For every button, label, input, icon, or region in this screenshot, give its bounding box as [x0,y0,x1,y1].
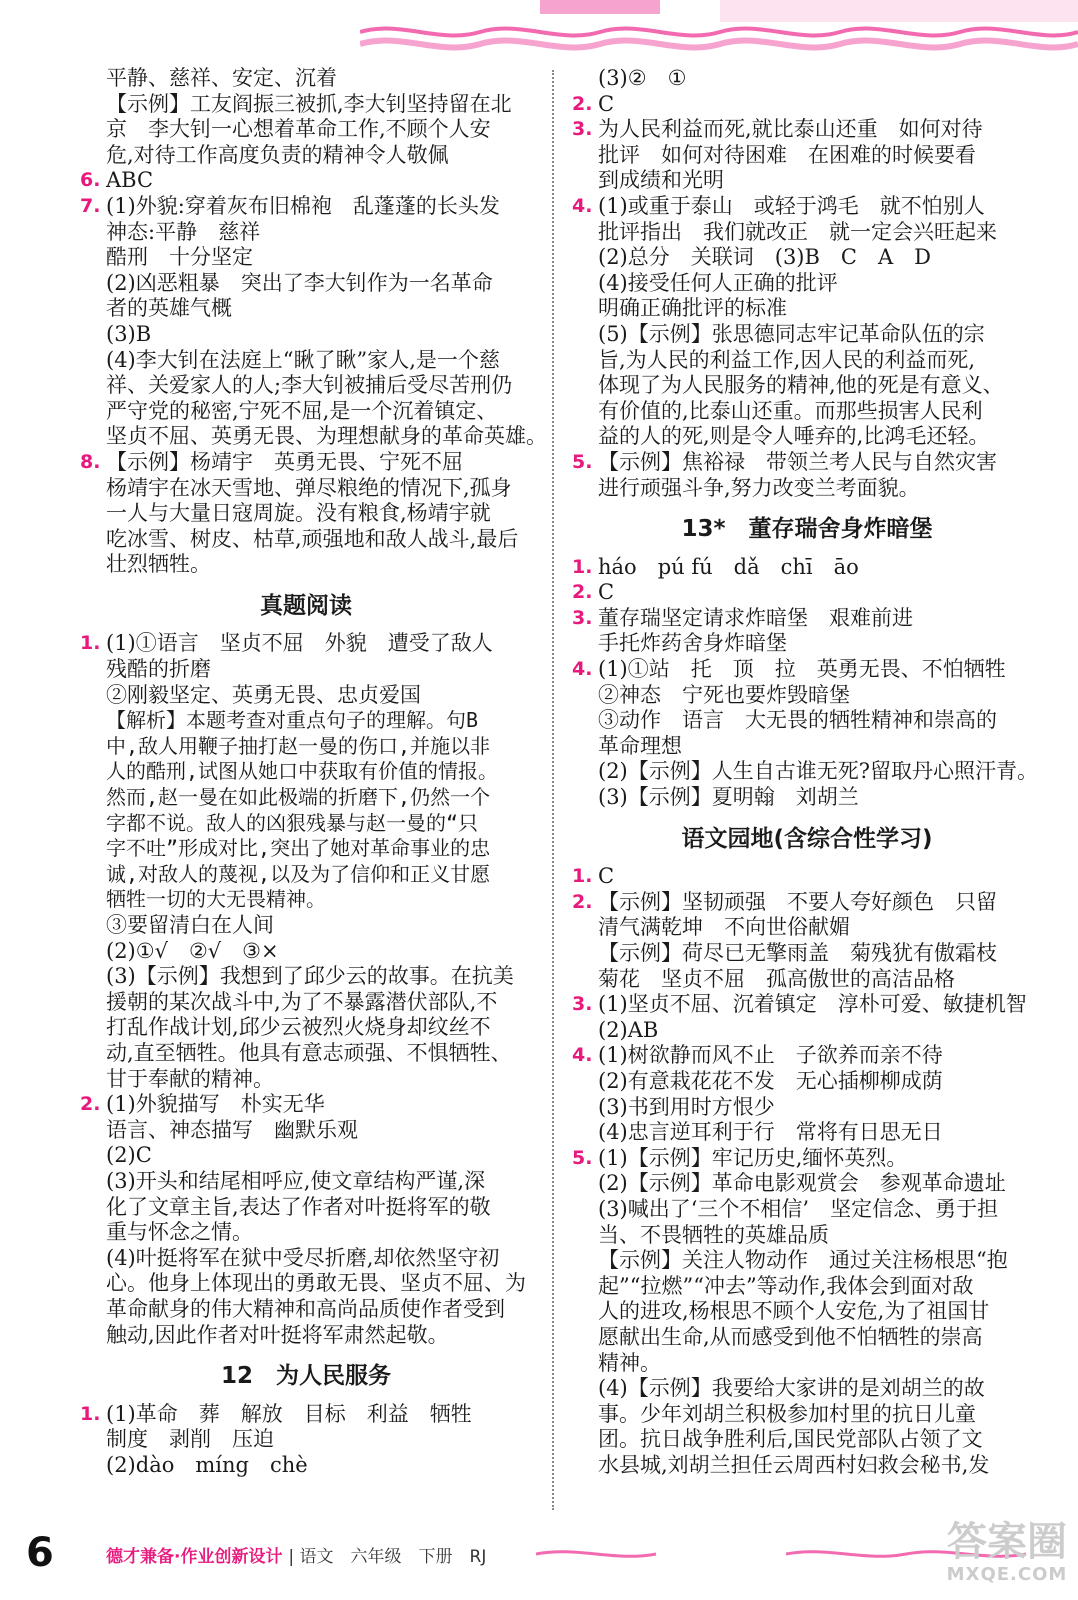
question-number: 1. [572,555,593,578]
question-number: 3. [572,993,593,1016]
answer-line: 愿献出生命,从而感受到他不怕牺牲的崇高 [598,1324,983,1349]
answer-line: 者的英雄气概 [106,296,232,321]
watermark-text: 答案圈 [947,1519,1067,1565]
answer-line: (3)书到用时方恨少 [598,1094,775,1119]
answer-line: 批评 如何对待困难 在困难的时候要看 [598,142,976,167]
question-number: 1. [80,632,101,655]
answer-item [572,606,1042,657]
watermark-logo [942,1520,1072,1592]
header-decoration [360,0,1078,58]
answer-line: 有价值的,比泰山还重。而那些损害人民利 [598,398,983,423]
answer-line: 然而,赵一曼在如此极端的折磨下,仍然一个 [106,785,491,810]
page-number: 6 [26,1530,54,1576]
answer-line: 旨,为人民的利益工作,因人民的利益而死, [598,347,976,372]
section-heading: 真题阅读 [260,592,352,619]
question-number: 4. [572,658,593,681]
answer-line: (2)有意栽花花不发 无心插柳柳成荫 [598,1068,943,1093]
answer-line: ABC [106,168,154,193]
answer-line: 到成绩和光明 [598,168,724,193]
answer-line: (2)dào míng chè [106,1452,308,1477]
answer-line: 动,直至牺牲。他具有意志顽强、不惧牺牲、 [106,1040,512,1065]
answer-line: (4)李大钊在法庭上“瞅了瞅”家人,是一个慈 [106,347,500,372]
answer-line: 触动,因此作者对叶挺将军肃然起敬。 [106,1322,449,1347]
answer-line: (1)革命 葬 解放 目标 利益 牺牲 [106,1401,472,1426]
answer-line: (1)【示例】牢记历史,缅怀英烈。 [598,1145,908,1170]
answer-line: 中,敌人用鞭子抽打赵一曼的伤口,并施以非 [106,733,491,758]
answer-line: 吃冰雪、树皮、枯草,顽强地和敌人战斗,最后 [106,526,519,551]
answer-line: (3)② ① [598,66,687,90]
question-number: 5. [572,1146,593,1169]
answer-line: 平静、慈祥、安定、沉着 [106,66,337,90]
answer-line: 进行顽强斗争,努力改变兰考面貌。 [598,475,920,500]
answer-line: 牺牲一切的大无畏精神。 [106,887,326,912]
answer-line: ②神态 宁死也要炸毁暗堡 [598,682,850,707]
question-number: 3. [572,606,593,629]
answer-line: (1)或重于泰山 或轻于鸿毛 就不怕别人 [598,193,985,218]
answer-line: 菊花 坚贞不屈 孤高傲世的高洁品格 [598,966,955,991]
answer-item [572,555,1042,581]
answer-line: C [598,580,615,605]
answer-line: 明确正确批评的标准 [598,296,787,321]
answer-line: (5)【示例】张思德同志牢记革命队伍的宗 [598,321,985,346]
question-number: 2. [80,1093,101,1116]
answer-item [572,117,1042,194]
answer-continuation [80,913,532,1092]
answer-line: (1)外貌:穿着灰布旧棉袍 乱蓬蓬的长头发 [106,193,500,218]
answer-item [80,1092,532,1348]
answer-line: (1)①站 托 顶 拉 英勇无畏、不怕牺牲 [598,657,1006,682]
answer-line: (3)【示例】我想到了邱少云的故事。在抗美 [106,964,514,989]
answer-line: 【示例】坚韧顽强 不要人夸好颜色 只留 [598,889,997,914]
answer-line: 【示例】关注人物动作 通过关注杨根思“抱 [598,1248,1008,1273]
question-number: 7. [80,194,101,217]
answer-line: (4)叶挺将军在狱中受尽折磨,却依然坚守初 [106,1245,500,1270]
answer-line: 【示例】杨靖宇 英勇无畏、宁死不屈 [106,449,463,474]
answer-line: 清气满乾坤 不向世俗献媚 [598,915,850,940]
answer-line: 危,对待工作高度负责的精神令人敬佩 [106,142,449,167]
question-number: 4. [572,1044,593,1067]
answer-line: 【解析】本题考查对重点句子的理解。句B [106,708,479,733]
question-number: 5. [572,450,593,473]
question-number: 1. [572,865,593,888]
question-number: 3. [572,118,593,141]
answer-line: 起”“拉燃”“冲去”等动作,我体会到面对敌 [598,1273,974,1298]
answer-line: 京 李大钊一心想着革命工作,不顾个人安 [106,117,491,142]
answer-line: ②刚毅坚定、英勇无畏、忠贞爱国 [106,682,421,707]
answer-line: 残酷的折磨 [106,657,211,682]
answer-line: (4)忠言逆耳利于行 常将有日思无日 [598,1120,943,1145]
answer-line: (4)接受任何人正确的批评 [598,270,838,295]
answer-line: 诚,对敌人的蔑视,以及为了信仰和正义甘愿 [106,861,491,886]
answer-line: (2)①√ ②√ ③× [106,938,279,963]
answer-item [572,657,1042,811]
answer-line: (2)总分 关联词 (3)B C A D [598,245,931,270]
answer-line: 字不吐”形成对比,突出了她对革命事业的忠 [106,836,491,861]
answer-line: 打乱作战计划,邱少云被烈火烧身却纹丝不 [106,1015,491,1040]
answer-line: (3)喊出了‘三个不相信’ 坚定信念、勇于担 [598,1196,999,1221]
answer-line: 人的进攻,杨根思不顾个人安危,为了祖国甘 [598,1299,990,1324]
answer-line: (3)开头和结尾相呼应,使文章结构严谨,深 [106,1168,486,1193]
answer-item [80,193,547,450]
answer-line: 【示例】工友阎振三被抓,李大钊坚持留在北 [106,91,512,116]
answer-line: 革命献身的伟大精神和高尚品质使作者受到 [106,1296,505,1321]
section-heading: 13* 董存瑞舍身炸暗堡 [681,516,933,543]
answer-line: 董存瑞坚定请求炸暗堡 艰难前进 [598,605,913,630]
answer-line: 坚贞不屈、英勇无畏、为理想献身的革命英雄。 [106,424,547,449]
right-column [572,66,1042,1478]
answer-line: 酷刑 十分坚定 [106,245,253,270]
answer-line: 祥、关爱家人的人;李大钊被捕后受尽苦刑仍 [106,373,513,398]
analysis-block [80,708,532,913]
answer-line: 制度 剥削 压迫 [106,1427,274,1452]
left-column [80,66,547,1478]
answer-continuation [80,66,532,168]
answer-line: (2)【示例】人生自古谁无死?留取丹心照汗青。 [598,759,1039,784]
answer-item [572,92,1042,118]
question-number: 6. [80,169,101,192]
answer-item [572,580,1042,606]
answer-line: 神态:平静 慈祥 [106,219,261,244]
question-number: 1. [80,1402,101,1425]
answer-line: (1)①语言 坚贞不屈 外貌 遭受了敌人 [106,631,493,656]
answer-line: 甘于奉献的精神。 [106,1066,274,1091]
answer-line: (2)C [106,1143,152,1168]
answer-item [80,1402,532,1479]
question-number: 4. [572,194,593,217]
answer-line: (2)凶恶粗暴 突出了李大钊作为一名革命 [106,270,493,295]
section-heading: 12 为人民服务 [220,1363,391,1390]
answer-line: C [598,864,615,889]
answer-line: C [598,91,615,116]
answer-line: 革命理想 [598,733,682,758]
answer-item [572,864,1042,890]
answer-line: 语言、神态描写 幽默乐观 [106,1117,358,1142]
answer-item [572,992,1042,1043]
answer-line: 人的酷刑,试图从她口中获取有价值的情报。 [106,759,499,784]
answer-line: 严守党的秘密,宁死不屈,是一个沉着镇定、 [106,398,498,423]
answer-line: 事。少年刘胡兰积极参加村里的抗日儿童 [598,1401,976,1426]
answer-line: (3)B [106,321,152,346]
answer-line: (1)坚贞不屈、沉着镇定 淳朴可爱、敏捷机智 [598,992,1027,1017]
answer-continuation [572,66,1042,92]
answer-line: 壮烈牺牲。 [106,552,211,577]
answer-line: 重与怀念之情。 [106,1220,253,1245]
answer-item [80,631,532,708]
answer-line: ③要留清白在人间 [106,913,274,937]
answer-line: (3)【示例】夏明翰 刘胡兰 [598,785,859,810]
answer-line: 化了文章主旨,表达了作者对叶挺将军的敬 [106,1194,491,1219]
question-number: 2. [572,92,593,115]
answer-line: 援朝的某次战斗中,为了不暴露潜伏部队,不 [106,989,498,1014]
brand-name: 德才兼备·作业创新设计 [106,1547,283,1567]
question-number: 8. [80,450,101,473]
subject-info: | 语文 六年级 下册 RJ [288,1547,487,1567]
answer-line: 当、不畏牺牲的英雄品质 [598,1222,829,1247]
answer-line: 团。抗日战争胜利后,国民党部队占领了文 [598,1427,983,1452]
answer-line: 【示例】焦裕禄 带领兰考人民与自然灾害 [598,449,997,474]
answer-line: 精神。 [598,1350,661,1375]
answer-line: ③动作 语言 大无畏的牺牲精神和崇高的 [598,708,997,733]
answer-item [572,1043,1042,1145]
answer-item [572,1146,1042,1479]
answer-line: 手托炸药舍身炸暗堡 [598,631,787,656]
answer-line: (1)树欲静而风不止 子欲养而亲不待 [598,1043,943,1068]
question-number: 2. [572,581,593,604]
answer-item [572,450,1042,501]
answer-line: 水县城,刘胡兰担任云周西村妇救会秘书,发 [598,1452,990,1477]
answer-item [572,890,1042,992]
answer-item [572,194,1042,450]
section-heading: 语文园地(含综合性学习) [681,825,933,852]
answer-line: 一人与大量日寇周旋。没有粮食,杨靖宇就 [106,501,491,526]
answer-line: 【示例】荷尽已无擎雨盖 菊残犹有傲霜枝 [598,941,997,965]
watermark-url: MXQE.COM [946,1564,1068,1585]
answer-line: (4)【示例】我要给大家讲的是刘胡兰的故 [598,1376,985,1401]
question-number: 2. [572,890,593,913]
answer-line: 心。他身上体现出的勇敢无畏、坚贞不屈、为 [106,1271,526,1296]
column-divider [552,70,554,1510]
answer-line: 益的人的死,则是令人唾弃的,比鸿毛还轻。 [598,424,990,449]
answer-line: 字都不说。敌人的凶狠残暴与赵一曼的“只 [106,810,479,835]
answer-line: háo pú fú dǎ chī āo [598,554,859,579]
answer-line: (2)【示例】革命电影观赏会 参观革命遗址 [598,1171,1006,1196]
brand-footer [106,1542,486,1567]
page-footer [26,1530,1056,1574]
answer-line: 体现了为人民服务的精神,他的死是有意义、 [598,373,1004,398]
answer-line: 批评指出 我们就改正 就一定会兴旺起来 [598,219,997,244]
answer-line: 为人民利益而死,就比泰山还重 如何对待 [598,117,983,142]
answer-line: (2)AB [598,1017,659,1042]
answer-item [80,450,532,578]
answer-line: (1)外貌描写 朴实无华 [106,1092,325,1117]
answer-item [80,168,532,194]
answer-line: 杨靖宇在冰天雪地、弹尽粮绝的情况下,孤身 [106,475,512,500]
